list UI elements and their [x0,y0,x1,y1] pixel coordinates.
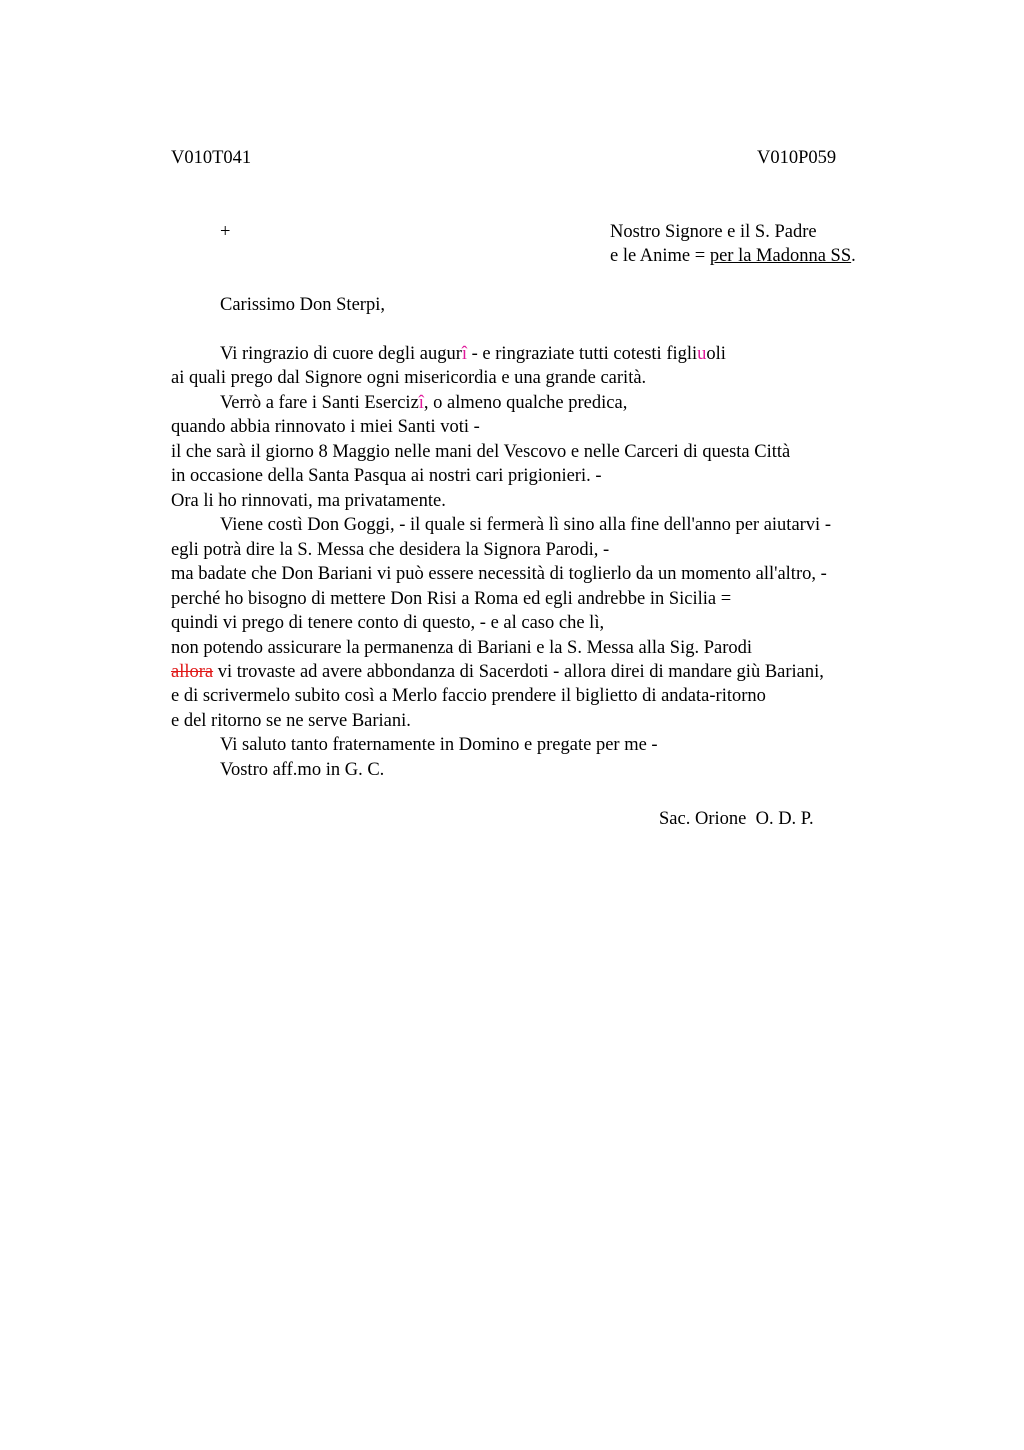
body-line-9: egli potrà dire la S. Messa che desidera la Signora Parodi, - [171,540,610,560]
document-code-right: V010P059 [757,148,837,168]
body-line-8: Viene costì Don Goggi, - il quale si fermerà lì sino alla fine dell'anno per aiutarvi - [220,515,831,535]
motto-line-2 [610,245,856,267]
body-line-1 [220,343,726,365]
signature: Sac. Orione O. D. P. [659,809,814,829]
body-line-5: il che sarà il giorno 8 Maggio nelle mani del Vescovo e nelle Carceri di questa Città [171,442,791,462]
body-line-2: ai quali prego dal Signore ogni misericordia e una grande carità. [171,368,647,388]
body-line-7: Ora li ho rinnovati, ma privatamente. [171,491,446,511]
body-line-11: perché ho bisogno di mettere Don Risi a Roma ed egli andrebbe in Sicilia = [171,589,732,609]
document-code-left: V010T041 [171,148,252,168]
correction-mark: î [461,344,468,364]
body-text: Verrò a fare i Santi Eserciz [220,393,419,413]
body-line-4: quando abbia rinnovato i miei Santi voti - [171,417,480,437]
body-line-17: Vi saluto tanto fraternamente in Domino e pregate per me - [220,735,658,755]
salutation: Carissimo Don Sterpi, [220,295,385,315]
body-text: vi trovaste ad avere abbondanza di Sacerdoti - allora direi di mandare giù Bariani, [213,662,824,682]
body-line-14 [171,661,824,683]
correction-mark: u [697,344,707,364]
body-line-13: non potendo assicurare la permanenza di Bariani e la S. Messa alla Sig. Parodi [171,638,753,658]
motto-line-2-prefix: e le Anime = [610,246,710,266]
body-text: oli [706,344,726,364]
body-line-15: e di scrivermelo subito così a Merlo faccio prendere il biglietto di andata-ritorno [171,686,766,706]
body-line-16: e del ritorno se ne serve Bariani. [171,711,411,731]
body-text: - e ringraziate tutti cotesti figli [467,344,698,364]
body-line-12: quindi vi prego di tenere conto di questo, - e al caso che lì, [171,613,605,633]
motto-underlined-text: per la Madonna SS [709,246,852,266]
body-line-3 [220,392,627,414]
motto-line-2-suffix: . [851,246,856,266]
cross-symbol: + [220,222,231,242]
body-line-10: ma badate che Don Bariani vi può essere necessità di toglierlo da un momento all'altro, - [171,564,827,584]
correction-mark: î [418,393,424,413]
motto-line-1: Nostro Signore e il S. Padre [610,222,817,242]
closing: Vostro aff.mo in G. C. [220,760,385,780]
struck-word: allora [171,662,214,682]
body-text: , o almeno qualche predica, [423,393,628,413]
body-text: Vi ringrazio di cuore degli augur [220,344,462,364]
body-line-6: in occasione della Santa Pasqua ai nostri cari prigionieri. - [171,466,602,486]
